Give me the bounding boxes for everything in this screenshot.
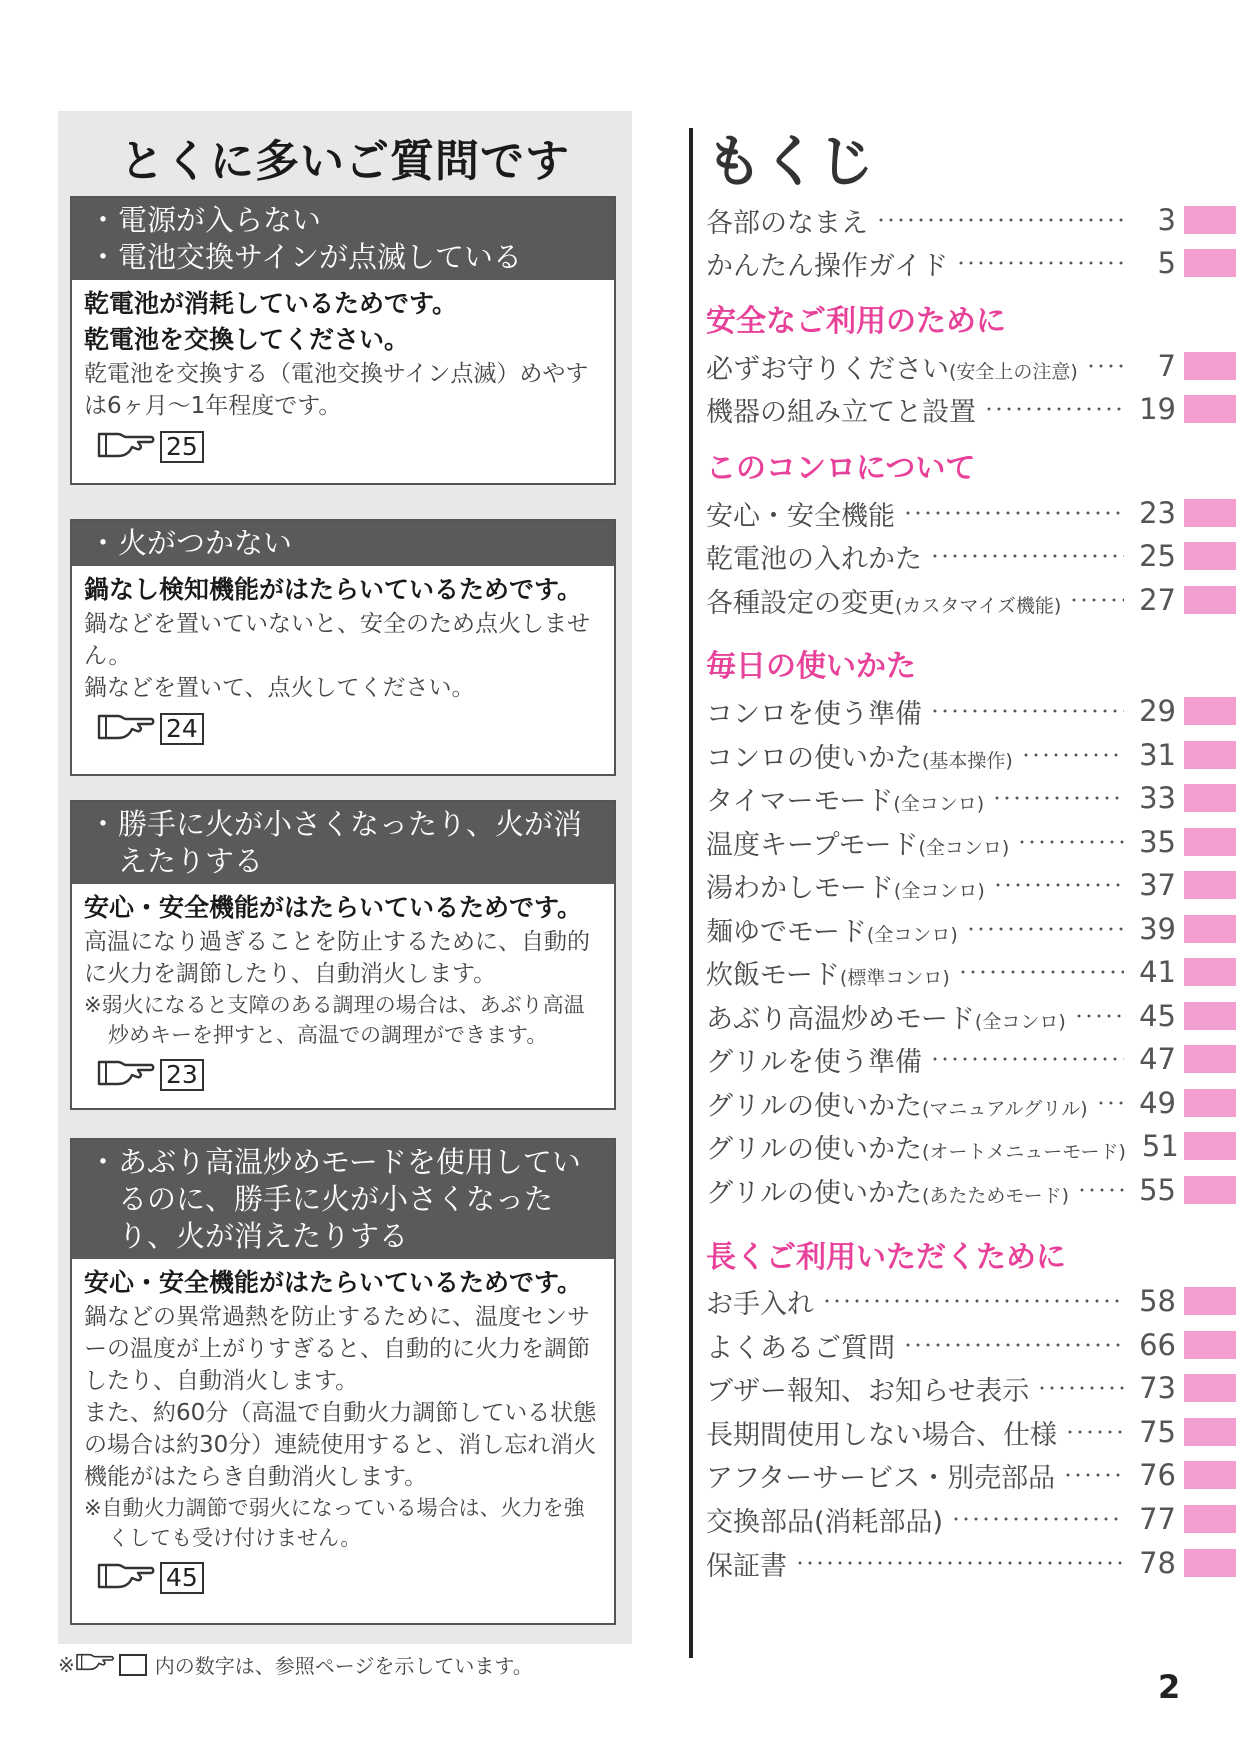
toc-entry-label xyxy=(706,347,1078,386)
toc-entry-title: 温度キープモード xyxy=(706,829,919,861)
toc-entry-label xyxy=(706,537,922,576)
dot-leader xyxy=(876,218,1124,222)
toc-tab-marker xyxy=(1184,1045,1236,1073)
faq-question-line xyxy=(88,202,600,239)
faq-question-line xyxy=(88,806,600,880)
toc-tab-marker xyxy=(1184,828,1236,856)
toc-entry[interactable] xyxy=(706,865,1176,905)
toc-entry-title: グリルの使いかた xyxy=(706,1177,922,1209)
toc-tab-marker xyxy=(1184,1418,1236,1446)
toc-entry-title: 安心・安全機能 xyxy=(706,500,895,532)
toc-entry[interactable] xyxy=(706,200,1176,240)
bullet-icon: ・ xyxy=(88,807,118,841)
toc-tab-marker xyxy=(1184,915,1236,943)
bullet-icon: ・ xyxy=(88,1145,118,1179)
faq-note: ※弱火になると支障のある調理の場合は、あぶり高温炒めキーを押すと、高温での調理ができます。 xyxy=(84,993,585,1047)
toc-entry-title: お手入れ xyxy=(706,1288,814,1320)
dot-leader xyxy=(966,927,1124,931)
dot-leader xyxy=(1017,840,1124,844)
toc-page-number: 77 xyxy=(1139,1502,1176,1536)
pointing-hand-icon xyxy=(75,1651,115,1678)
dot-leader xyxy=(984,407,1124,411)
toc-entry-subtitle: (全コンロ) xyxy=(893,792,985,815)
toc-entry[interactable] xyxy=(706,778,1176,818)
toc-entry[interactable] xyxy=(706,691,1176,731)
toc-entry-label xyxy=(706,1040,922,1079)
toc-entry-label xyxy=(706,866,985,905)
toc-page-number: 66 xyxy=(1139,1328,1176,1362)
pointing-hand-icon xyxy=(96,430,156,464)
footnote-prefix: ※ xyxy=(58,1652,75,1677)
toc-entry-subtitle: (カスタマイズ機能) xyxy=(895,594,1062,617)
toc-entry[interactable] xyxy=(706,1368,1176,1408)
reference-page-number: 23 xyxy=(160,1059,204,1091)
faq-note: ※自動火力調節で弱火になっている場合は、火力を強くしても受け付けません。 xyxy=(84,1496,585,1550)
toc-page-number: 7 xyxy=(1157,349,1176,383)
toc-entry-title: タイマーモード xyxy=(706,785,894,817)
faq-answer: 安心・安全機能がはたらいているためです。 xyxy=(84,1268,583,1297)
toc-entry-title: グリルの使いかた xyxy=(706,1133,922,1165)
faq-question-line xyxy=(88,525,600,562)
toc-entry-title: 各種設定の変更 xyxy=(706,587,895,619)
toc-page-number: 5 xyxy=(1157,246,1176,280)
toc-entry[interactable] xyxy=(706,346,1176,386)
faq-answer: 乾電池が消耗しているためです。 xyxy=(84,289,458,318)
toc-page-number: 73 xyxy=(1139,1371,1176,1405)
dot-leader xyxy=(903,1343,1124,1347)
toc-entry-label xyxy=(706,1171,1069,1210)
toc-entry-title: コンロを使う準備 xyxy=(706,698,922,730)
faq-explanation: 鍋などの異常過熱を防止するために、温度センサーの温度が上がりすぎると、自動的に火力を調節したり、自動消火します。 xyxy=(84,1304,590,1394)
toc-entry-title: グリルを使う準備 xyxy=(706,1046,922,1078)
faq-card xyxy=(70,1138,616,1625)
toc-page-number: 76 xyxy=(1139,1458,1176,1492)
toc-tab-marker xyxy=(1184,499,1236,527)
toc-page-number: 51 xyxy=(1141,1129,1179,1163)
toc-section-heading: 安全なご利用のために xyxy=(706,304,1006,339)
faq-question-text: あぶり高温炒めモードを使用しているのに、勝手に火が小さくなったり、火が消えたりする xyxy=(118,1145,581,1253)
toc-tab-marker xyxy=(1184,1287,1236,1315)
pointing-hand-icon xyxy=(96,1058,156,1092)
faq-title: とくに多いご質問です xyxy=(120,136,570,187)
toc-tab-marker xyxy=(1184,1505,1236,1533)
toc-tab-marker xyxy=(1184,1374,1236,1402)
faq-answer-body xyxy=(72,280,614,472)
toc-tab-marker xyxy=(1184,1002,1236,1030)
toc-tab-marker xyxy=(1184,1331,1236,1359)
toc-entry[interactable] xyxy=(706,389,1176,429)
toc-entry-label xyxy=(706,1500,943,1539)
toc-entry-label xyxy=(706,1084,1088,1123)
dot-leader xyxy=(903,511,1124,515)
toc-entry-title: 湯わかしモード xyxy=(706,872,894,904)
dot-leader xyxy=(1074,1014,1124,1018)
toc-entry-title: ブザー報知、お知らせ表示 xyxy=(706,1375,1030,1407)
toc-page-number: 27 xyxy=(1139,583,1176,617)
toc-section-heading: 長くご利用いただくために xyxy=(706,1240,1066,1275)
toc-page-number: 41 xyxy=(1139,955,1176,989)
toc-entry-subtitle: (安全上の注意) xyxy=(949,360,1078,383)
bullet-icon: ・ xyxy=(88,526,118,560)
faq-explanation: 高温になり過ぎることを防止するために、自動的に火力を調節したり、自動消火します。 xyxy=(84,929,590,987)
toc-section-heading: 毎日の使いかた xyxy=(706,649,916,684)
toc-entry[interactable] xyxy=(706,822,1176,862)
toc-entry[interactable] xyxy=(706,1543,1176,1583)
faq-question-line xyxy=(88,1144,600,1255)
dot-leader xyxy=(951,1517,1124,1521)
toc-page-number: 33 xyxy=(1139,781,1176,815)
toc-entry-subtitle: (オートメニューモード) xyxy=(922,1140,1126,1163)
toc-page-number: 75 xyxy=(1139,1415,1176,1449)
toc-page-number: 19 xyxy=(1139,392,1176,426)
faq-question xyxy=(72,198,614,280)
toc-page-number: 45 xyxy=(1139,999,1176,1033)
toc-page-number: 29 xyxy=(1139,694,1176,728)
toc-entry-title: 麺ゆでモード xyxy=(706,916,867,948)
dot-leader xyxy=(992,796,1124,800)
toc-tab-marker xyxy=(1184,1461,1236,1489)
dot-leader xyxy=(956,261,1124,265)
toc-page-number: 37 xyxy=(1139,868,1176,902)
toc-entry-title: 各部のなまえ xyxy=(706,207,868,239)
dot-leader xyxy=(1065,1430,1124,1434)
toc-page-number: 47 xyxy=(1139,1042,1176,1076)
faq-card xyxy=(70,519,616,776)
toc-entry[interactable] xyxy=(706,243,1176,283)
toc-entry-title: 機器の組み立てと設置 xyxy=(706,396,976,428)
toc-entry-label xyxy=(706,494,895,533)
toc-tab-marker xyxy=(1184,697,1236,725)
toc-tab-marker xyxy=(1184,249,1236,277)
dot-leader xyxy=(958,970,1124,974)
toc-entry-title: 交換部品(消耗部品) xyxy=(706,1506,944,1538)
toc-entry-label xyxy=(706,1127,1126,1166)
toc-entry-title: 長期間使用しない場合、仕様 xyxy=(706,1419,1057,1451)
dot-leader xyxy=(930,709,1124,713)
toc-entry[interactable] xyxy=(706,1412,1176,1452)
toc-entry-title: かんたん操作ガイド xyxy=(706,250,949,282)
toc-entry-label xyxy=(706,390,976,429)
toc-tab-marker xyxy=(1184,542,1236,570)
page-reference[interactable] xyxy=(96,1058,602,1092)
toc-entry-label xyxy=(706,581,1061,620)
bullet-icon: ・ xyxy=(88,203,118,237)
toc-tab-marker xyxy=(1184,1089,1236,1117)
faq-question xyxy=(72,802,614,884)
toc-entry-label xyxy=(706,997,1066,1036)
toc-entry-label xyxy=(706,779,984,818)
toc-entry-subtitle: (全コンロ) xyxy=(918,836,1010,859)
faq-question-text: 火がつかない xyxy=(118,526,293,560)
dot-leader xyxy=(930,1057,1124,1061)
faq-explanation: 乾電池を交換する（電池交換サイン点滅）めやすは6ヶ月〜1年程度です。 xyxy=(84,361,589,419)
toc-entry[interactable] xyxy=(706,909,1176,949)
dot-leader xyxy=(1021,753,1124,757)
toc-tab-marker xyxy=(1184,395,1236,423)
page-box-icon xyxy=(119,1654,147,1676)
toc-entry-title: あぶり高温炒めモード xyxy=(706,1003,975,1035)
faq-answer: 乾電池を交換してください。 xyxy=(84,325,410,354)
toc-entry-label xyxy=(706,910,958,949)
footnote xyxy=(58,1650,533,1679)
toc-tab-marker xyxy=(1184,1176,1236,1204)
page-number: 2 xyxy=(1158,1668,1181,1706)
toc-entry[interactable] xyxy=(706,580,1176,620)
toc-entry-label xyxy=(706,1413,1057,1452)
toc-entry-label xyxy=(706,1544,787,1583)
pointing-hand-icon xyxy=(96,1561,156,1595)
toc-entry-title: 保証書 xyxy=(706,1550,787,1582)
toc-entry[interactable] xyxy=(706,1039,1176,1079)
dot-leader xyxy=(1063,1473,1124,1477)
faq-question xyxy=(72,1140,614,1259)
toc-tab-marker xyxy=(1184,1132,1236,1160)
toc-page-number: 25 xyxy=(1139,539,1176,573)
reference-page-number: 25 xyxy=(160,431,204,463)
toc-entry-subtitle: (全コンロ) xyxy=(866,923,958,946)
toc-entry-label xyxy=(706,1369,1029,1408)
toc-entry-subtitle: (標準コンロ) xyxy=(839,966,950,989)
footnote-text: 内の数字は、参照ページを示しています。 xyxy=(154,1654,533,1678)
toc-page-number: 49 xyxy=(1139,1086,1176,1120)
toc-entry[interactable] xyxy=(706,493,1176,533)
toc-entry-title: コンロの使いかた xyxy=(706,742,922,774)
dot-leader xyxy=(795,1561,1124,1565)
toc-entry-label xyxy=(706,1282,814,1321)
faq-question-line xyxy=(88,239,600,276)
faq-answer-body xyxy=(72,566,614,754)
toc-tab-marker xyxy=(1184,958,1236,986)
toc-page-number: 39 xyxy=(1139,912,1176,946)
toc-entry-label xyxy=(706,1326,895,1365)
toc-entry-title: アフターサービス・別売部品 xyxy=(706,1462,1056,1494)
toc-entry[interactable] xyxy=(706,1455,1176,1495)
toc-entry[interactable] xyxy=(706,1499,1176,1539)
toc-entry[interactable] xyxy=(706,1325,1176,1365)
faq-question-text: 電源が入らない xyxy=(118,203,322,237)
toc-entry-subtitle: (基本操作) xyxy=(922,749,1013,772)
toc-entry-title: 炊飯モード xyxy=(706,959,840,991)
toc-entry[interactable] xyxy=(706,1126,1179,1166)
toc-entry-label xyxy=(706,823,1009,862)
faq-explanation: また、約60分（高温で自動火力調節している状態の場合は約30分）連続使用すると、消し忘れ消火機能がはたらき自動消火します。 xyxy=(84,1400,597,1490)
toc-page-number: 23 xyxy=(1139,496,1176,530)
reference-page-number: 45 xyxy=(160,1562,204,1594)
dot-leader xyxy=(1037,1386,1124,1390)
toc-page-number: 31 xyxy=(1139,738,1176,772)
dot-leader xyxy=(1077,1188,1124,1192)
faq-card xyxy=(70,196,616,485)
column-divider xyxy=(689,128,693,1658)
toc-tab-marker xyxy=(1184,586,1236,614)
toc-entry-subtitle: (全コンロ) xyxy=(893,879,985,902)
faq-answer: 鍋なし検知機能がはたらいているためです。 xyxy=(84,575,583,604)
page-reference[interactable] xyxy=(96,1561,602,1595)
toc-tab-marker xyxy=(1184,1549,1236,1577)
faq-explanation: 鍋などを置いて、点火してください。 xyxy=(84,675,475,701)
faq-explanation: 鍋などを置いていないと、安全のため点火しません。 xyxy=(84,611,590,669)
toc-section-heading: このコンロについて xyxy=(706,451,976,486)
toc-page-number: 3 xyxy=(1157,203,1176,237)
faq-question-text: 電池交換サインが点滅している xyxy=(118,240,522,274)
toc-entry-subtitle: (あたためモード) xyxy=(922,1184,1070,1207)
page-reference[interactable] xyxy=(96,430,602,464)
toc-entry-label xyxy=(706,692,922,731)
toc-entry[interactable] xyxy=(706,536,1176,576)
dot-leader xyxy=(1069,598,1124,602)
dot-leader xyxy=(930,554,1124,558)
toc-tab-marker xyxy=(1184,741,1236,769)
toc-entry-label xyxy=(706,736,1013,775)
toc-entry[interactable] xyxy=(706,735,1176,775)
toc-tab-marker xyxy=(1184,206,1236,234)
toc-entry[interactable] xyxy=(706,1170,1176,1210)
toc-entry-title: 必ずお守りください xyxy=(706,353,949,385)
reference-page-number: 24 xyxy=(160,713,204,745)
faq-card xyxy=(70,800,616,1110)
toc-entry[interactable] xyxy=(706,1281,1176,1321)
dot-leader xyxy=(822,1299,1124,1303)
page-reference[interactable] xyxy=(96,712,602,746)
pointing-hand-icon xyxy=(96,712,156,746)
dot-leader xyxy=(993,883,1124,887)
toc-page-number: 55 xyxy=(1139,1173,1176,1207)
toc-entry-label xyxy=(706,201,868,240)
dot-leader xyxy=(1096,1101,1124,1105)
toc-entry-title: 乾電池の入れかた xyxy=(706,543,922,575)
toc-title: もくじ xyxy=(706,130,874,195)
toc-entry-title: グリルの使いかた xyxy=(706,1090,922,1122)
toc-entry[interactable] xyxy=(706,1083,1176,1123)
toc-entry[interactable] xyxy=(706,952,1176,992)
toc-page-number: 35 xyxy=(1139,825,1176,859)
toc-entry-label xyxy=(706,244,948,283)
toc-tab-marker xyxy=(1184,784,1236,812)
faq-question xyxy=(72,521,614,566)
toc-entry-subtitle: (マニュアルグリル) xyxy=(922,1097,1088,1120)
faq-answer-body xyxy=(72,1259,614,1603)
toc-entry[interactable] xyxy=(706,996,1176,1036)
toc-entry-label xyxy=(706,1456,1055,1495)
toc-tab-marker xyxy=(1184,871,1236,899)
faq-answer: 安心・安全機能がはたらいているためです。 xyxy=(84,893,583,922)
toc-entry-title: よくあるご質問 xyxy=(706,1332,895,1364)
toc-entry-subtitle: (全コンロ) xyxy=(974,1010,1066,1033)
toc-page-number: 78 xyxy=(1139,1546,1176,1580)
faq-answer-body xyxy=(72,884,614,1100)
toc-page-number: 58 xyxy=(1139,1284,1176,1318)
toc-entry-label xyxy=(706,953,950,992)
bullet-icon: ・ xyxy=(88,240,118,274)
dot-leader xyxy=(1086,364,1124,368)
toc-tab-marker xyxy=(1184,352,1236,380)
faq-question-text: 勝手に火が小さくなったり、火が消えたりする xyxy=(118,807,583,878)
